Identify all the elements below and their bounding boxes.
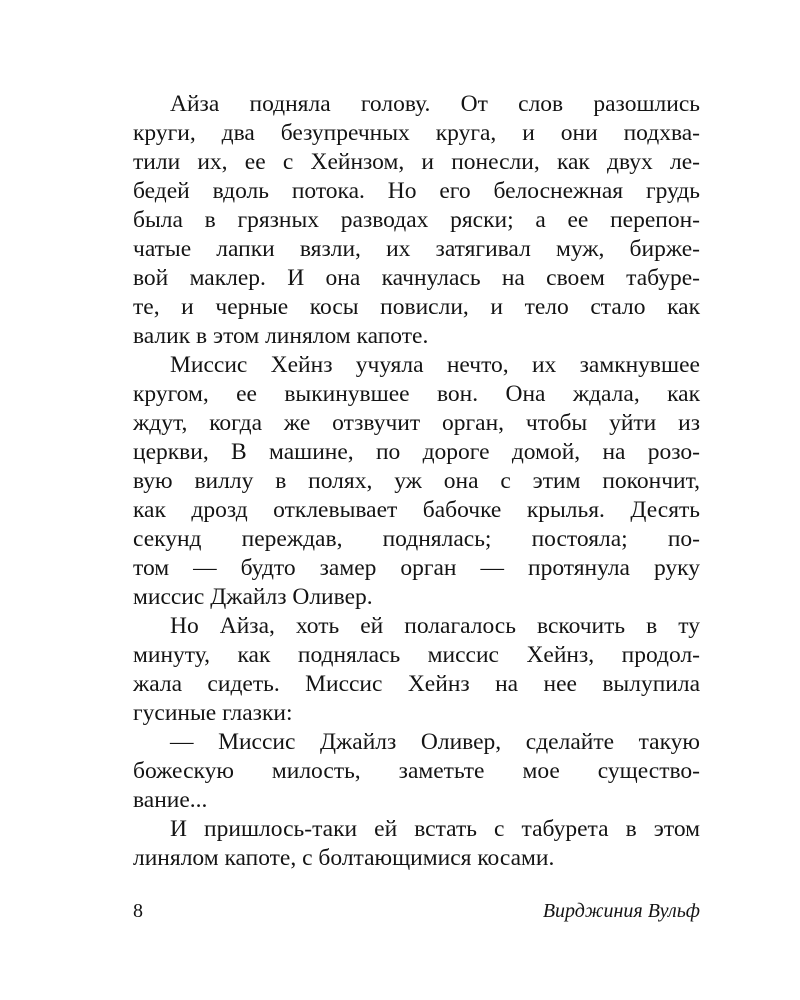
body-text (133, 90, 700, 873)
text-line: церкви, В машине, по дороге домой, на розо- (133, 439, 700, 465)
text-line: Но Айза, хоть ей полагалось вскочить в ту (170, 613, 700, 639)
text-line: жала сидеть. Миссис Хейнз на нее вылупила (133, 671, 700, 697)
running-header-author: Вирджиния Вульф (542, 900, 700, 922)
text-line: вание... (133, 787, 208, 813)
text-line: миссис Джайлз Оливер. (133, 584, 373, 610)
text-line: Миссис Хейнз учуяла нечто, их замкнувшее (170, 352, 700, 378)
text-line: том — будто замер орган — протянула руку (133, 555, 700, 581)
text-line: те, и черные косы повисли, и тело стало как (133, 294, 700, 320)
text-line: ждут, когда же отзвучит орган, чтобы уйти из (133, 410, 700, 436)
text-line: была в грязных разводах ряски; а ее перепон- (133, 207, 700, 233)
text-line: линялом капоте, с болтающимися косами. (133, 845, 555, 871)
text-line: И пришлось-таки ей встать с табурета в этом (170, 816, 700, 842)
text-line: божескую милость, заметьте мое существо- (133, 758, 700, 784)
text-line: как дрозд отклевывает бабочке крылья. Десять (133, 497, 700, 523)
text-line: — Миссис Джайлз Оливер, сделайте такую (170, 729, 700, 755)
text-line: гусиные глазки: (133, 700, 293, 726)
text-line: секунд переждав, поднялась; постояла; по- (133, 526, 700, 552)
text-line: кругом, ее выкинувшее вон. Она ждала, как (133, 381, 700, 407)
text-line: вой маклер. И она качнулась на своем табуре- (133, 265, 700, 291)
text-line: круги, два безупречных круга, и они подхва- (133, 120, 700, 146)
page-number: 8 (133, 900, 143, 922)
text-line: чатые лапки вязли, их затягивал муж, бирже- (133, 236, 700, 262)
text-line: тили их, ее с Хейнзом, и понесли, как двух ле- (133, 149, 700, 175)
page-footer (133, 898, 700, 924)
text-line: минуту, как поднялась миссис Хейнз, продол- (133, 642, 700, 668)
text-line: бедей вдоль потока. Но его белоснежная грудь (133, 178, 700, 204)
text-line: Айза подняла голову. От слов разошлись (170, 91, 700, 117)
text-line: вую виллу в полях, уж она с этим покончит, (133, 468, 700, 494)
text-line: валик в этом линялом капоте. (133, 323, 429, 349)
